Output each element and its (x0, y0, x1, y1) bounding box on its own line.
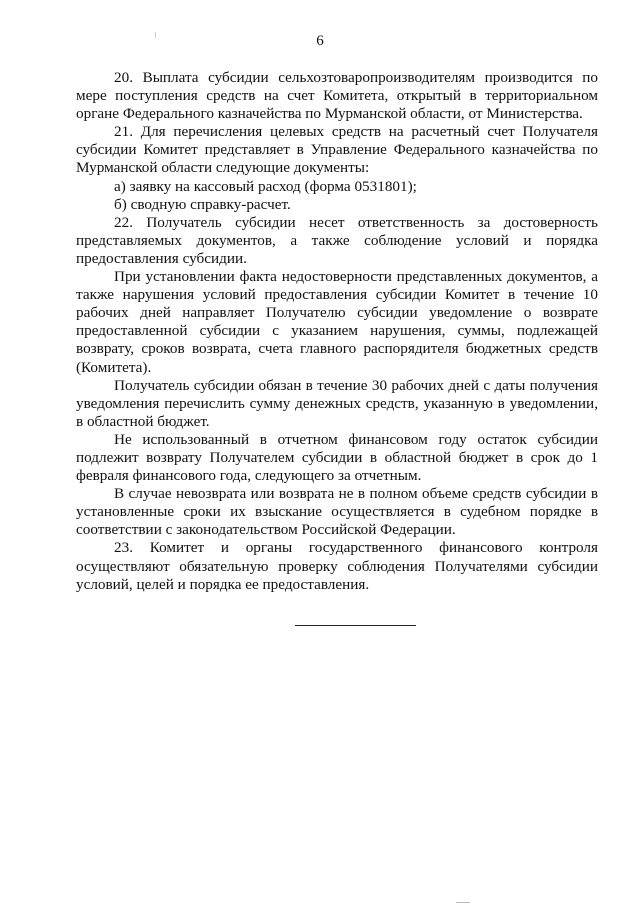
paragraph-refund-obligation: Получатель субсидии обязан в течение 30 рабочих дней с даты получения уведомления перечислить сумму денежных средств, указанную в уведомлении, в областной бюджет. (76, 376, 598, 430)
list-item-a-cash-request: а) заявку на кассовый расход (форма 0531801); (114, 177, 417, 195)
paragraph-23-control: 23. Комитет и органы государственного финансового контроля осуществляют обязательную проверку соблюдения Получателями субсидии условий, целей и порядка ее предоставления. (76, 539, 598, 593)
paragraph-21-transfer-documents: 21. Для перечисления целевых средств на расчетный счет Получателя субсидии Комитет представляет в Управление Федерального казначейства по Мурманской области следующие документы: (76, 123, 598, 177)
paragraph-22-responsibility: 22. Получатель субсидии несет ответственность за достоверность представляемых документов, а также соблюдение условий и порядка предоставления субсидии. (76, 213, 598, 267)
document-body (76, 69, 598, 594)
end-separator-line (295, 625, 416, 626)
paragraph-unused-balance: Не использованный в отчетном финансовом году остаток субсидии подлежит возврату Получателем субсидии в областной бюджет в срок до 1 февраля финансового года, следующего за отчетным. (76, 430, 598, 485)
list-item-b-summary-statement: б) сводную справку-расчет. (114, 195, 291, 213)
paragraph-violation-notice: При установлении факта недостоверности представленных документов, а также нарушения условий предоставления субсидии Комитет в течение 10 рабочих дней направляет Получателю субсидии уведомление о возврате предоставленной субсидии с указанием нарушения, суммы, подлежащей возврату, сроков возврата, счета главного распорядителя бюджетных средств (Комитета). (76, 268, 598, 376)
paragraph-court-recovery: В случае невозврата или возврата не в полном объеме средств субсидии в установленные сроки их взыскание осуществляется в судебном порядке в соответствии с законодательством Российской Федерации. (76, 485, 598, 539)
scan-artifact-dash (456, 902, 470, 903)
paragraph-20-payment: 20. Выплата субсидии сельхозтоваропроизводителям производится по мере поступления средств на счет Комитета, открытый в территориальном органе Федерального казначейства по Мурманской области, от Министерства. (76, 69, 598, 123)
page-number: 6 (316, 33, 324, 49)
